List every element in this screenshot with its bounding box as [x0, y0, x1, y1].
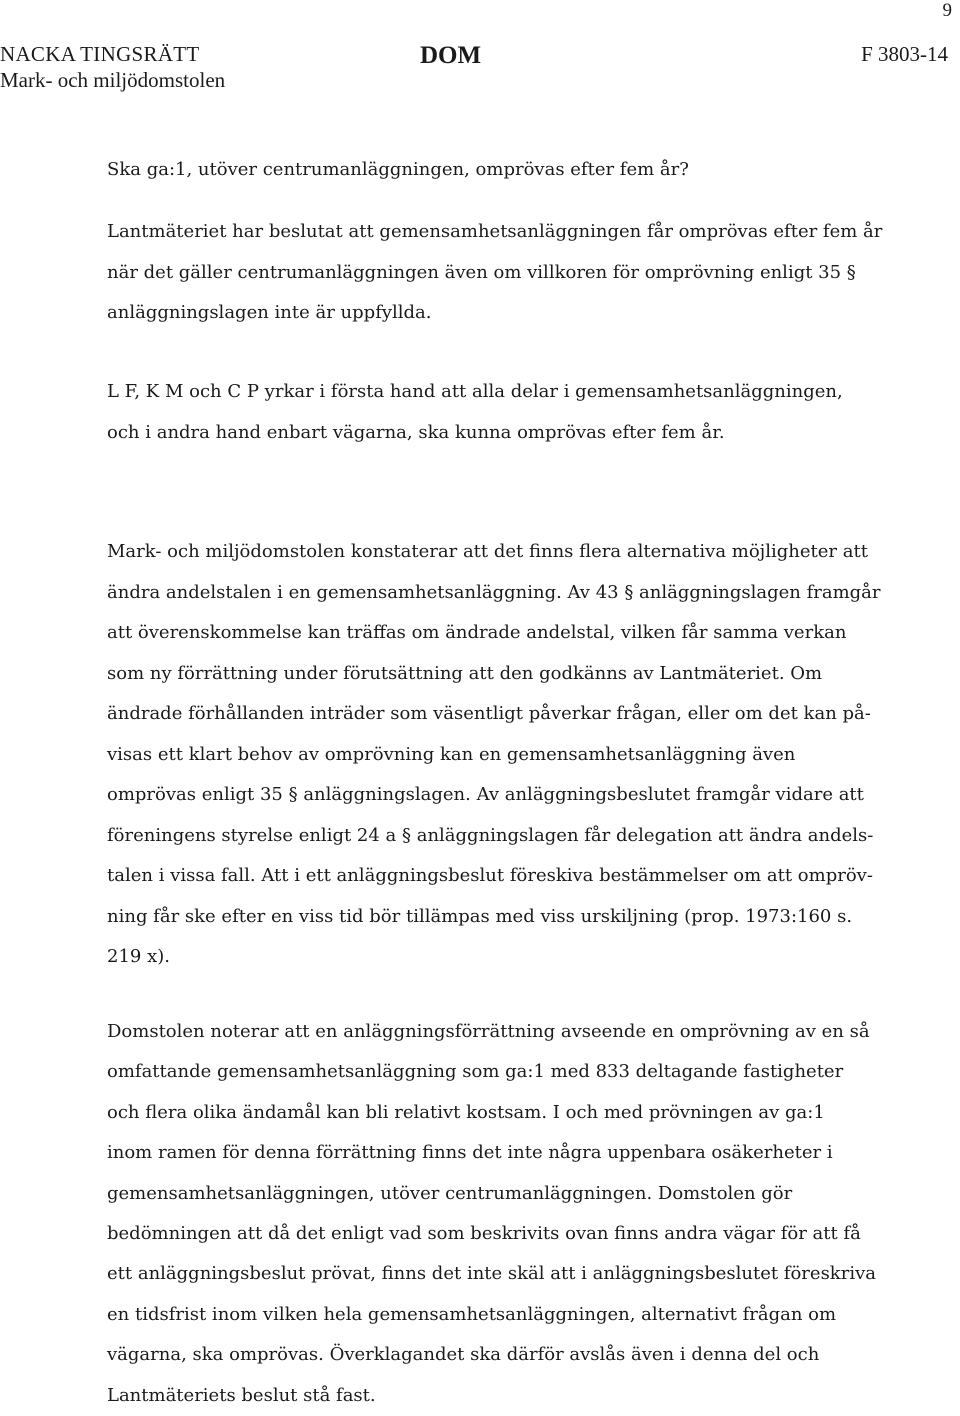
text-line: Lantmäteriet har beslutat att gemensamhetsanläggningen får omprövas efter fem år	[107, 221, 883, 242]
text-line: att överenskommelse kan träffas om ändrade andelstal, vilken får samma verkan	[107, 622, 847, 643]
text-line: Mark- och miljödomstolen konstaterar att det finns flera alternativa möjligheter att	[107, 541, 868, 562]
text-line: vägarna, ska omprövas. Överklagandet ska därför avslås även i denna del och	[107, 1344, 820, 1366]
paragraph-court-findings	[107, 532, 897, 978]
text-line: Domstolen noterar att en anläggningsförrättning avseende en omprövning av en så	[107, 1021, 870, 1042]
text-line: omprövas enligt 35 § anläggningslagen. Av anläggningsbeslutet framgår vidare att	[107, 784, 864, 805]
paragraph-lantmateriet-decision	[107, 212, 897, 334]
text-line: visas ett klart behov av omprövning kan en gemensamhetsanläggning även	[107, 743, 796, 765]
text-line: som ny förrättning under förutsättning att den godkänns av Lantmäteriet. Om	[107, 662, 823, 684]
court-name: NACKA TINGSRÄTT	[0, 42, 200, 66]
text-line: ett anläggningsbeslut prövat, finns det inte skäl att i anläggningsbeslutet föreskriva	[107, 1263, 876, 1285]
document-type: DOM	[420, 42, 482, 69]
text-line: och flera olika ändamål kan bli relativt kostsam. I och med prövningen av ga:1	[107, 1101, 825, 1123]
page-number: 9	[942, 0, 952, 21]
text-line: talen i vissa fall. Att i ett anläggningsbeslut föreskiva bestämmelser om att ompröv-	[107, 865, 873, 886]
document-header	[0, 40, 960, 100]
text-line: ändrade förhållanden inträder som väsentligt påverkar frågan, eller om det kan på-	[107, 703, 871, 724]
text-line: 219 x).	[107, 946, 170, 967]
text-line: L F, K M och C P yrkar i första hand att alla delar i gemensamhetsanläggningen,	[107, 381, 843, 402]
text-line: anläggningslagen inte är uppfyllda.	[107, 302, 432, 323]
text-line: en tidsfrist inom vilken hela gemensamhetsanläggningen, alternativt frågan om	[107, 1303, 837, 1325]
text-line: ändra andelstalen i en gemensamhetsanläggning. Av 43 § anläggningslagen framgår	[107, 581, 881, 603]
text-line: och i andra hand enbart vägarna, ska kunna omprövas efter fem år.	[107, 421, 725, 443]
case-number: F 3803-14	[861, 42, 948, 66]
text-line: när det gäller centrumanläggningen även om villkoren för omprövning enligt 35 §	[107, 261, 856, 283]
text-line: gemensamhetsanläggningen, utöver centrumanläggningen. Domstolen gör	[107, 1182, 793, 1204]
text-line: inom ramen för denna förrättning finns det inte några uppenbara osäkerheter i	[107, 1142, 833, 1164]
paragraph-claims	[107, 372, 897, 453]
text-line: omfattande gemensamhetsanläggning som ga:1 med 833 deltagande fastigheter	[107, 1061, 844, 1083]
text-line: ning får ske efter en viss tid bör tillämpas med viss urskiljning (prop. 1973:160 s.	[107, 905, 853, 927]
text-line: föreningens styrelse enligt 24 a § anläggningslagen får delegation att ändra andels-	[107, 824, 874, 846]
paragraph-court-conclusion	[107, 1012, 897, 1416]
text-line: Lantmäteriets beslut stå fast.	[107, 1384, 376, 1406]
text-line: Ska ga:1, utöver centrumanläggningen, omprövas efter fem år?	[107, 159, 689, 180]
text-line: bedömningen att då det enligt vad som beskrivits ovan finns andra vägar för att få	[107, 1223, 861, 1245]
court-division: Mark- och miljödomstolen	[0, 68, 226, 92]
paragraph-question	[107, 150, 897, 191]
